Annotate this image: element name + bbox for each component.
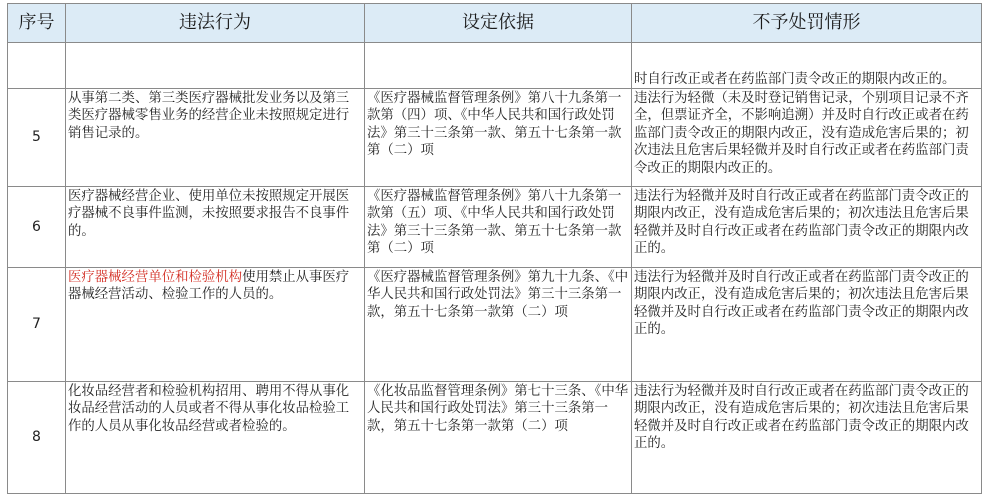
header-row	[8, 4, 982, 43]
cell-act	[66, 268, 365, 382]
header-act: 违法行为	[66, 4, 365, 43]
table-row	[8, 89, 982, 187]
cell-act: 医疗器械经营企业、使用单位未按照规定开展医疗器械不良事件监测，未按照要求报告不良事件的。	[66, 187, 365, 268]
cell-basis: 《化妆品监督管理条例》第七十三条、《中华人民共和国行政处罚法》第三十三条第一款，第五十七条第一款第（二）项	[365, 382, 632, 494]
table-row	[8, 268, 982, 382]
cell-no: 6	[8, 187, 66, 268]
table-row-continued	[8, 43, 982, 89]
cell-basis: 《医疗器械监督管理条例》第八十九条第一款第（四）项、《中华人民共和国行政处罚法》第三十三条第一款、第五十七条第一款第（二）项	[365, 89, 632, 187]
header-no: 序号	[8, 4, 66, 43]
cell-no: 5	[8, 89, 66, 187]
cell-exempt: 时自行改正或者在药监部门责令改正的期限内改正的。	[632, 43, 982, 89]
cell-no	[8, 43, 66, 89]
highlighted-subject: 医疗器械经营单位和检验机构	[68, 270, 243, 285]
header-exempt: 不予处罚情形	[632, 4, 982, 43]
cell-basis	[365, 43, 632, 89]
cell-act: 从事第二类、第三类医疗器械批发业务以及第三类医疗器械零售业务的经营企业未按照规定进行销售记录的。	[66, 89, 365, 187]
cell-act: 化妆品经营者和检验机构招用、聘用不得从事化妆品经营活动的人员或者不得从事化妆品检验工作的人员从事化妆品经营或者检验的。	[66, 382, 365, 494]
header-basis: 设定依据	[365, 4, 632, 43]
cell-basis: 《医疗器械监督管理条例》第八十九条第一款第（五）项、《中华人民共和国行政处罚法》第三十三条第一款、第五十七条第一款第（二）项	[365, 187, 632, 268]
table-row	[8, 187, 982, 268]
table-row	[8, 382, 982, 494]
cell-no: 7	[8, 268, 66, 382]
cell-no: 8	[8, 382, 66, 494]
penalty-exemption-table	[7, 3, 982, 494]
cell-exempt: 违法行为轻微并及时自行改正或者在药监部门责令改正的期限内改正，没有造成危害后果的；初次违法且危害后果轻微并及时自行改正或者在药监部门责令改正的期限内改正的。	[632, 187, 982, 268]
cell-basis: 《医疗器械监督管理条例》第九十九条、《中华人民共和国行政处罚法》第三十三条第一款，第五十七条第一款第（二）项	[365, 268, 632, 382]
cell-act	[66, 43, 365, 89]
cell-exempt: 违法行为轻微（未及时登记销售记录，个别项目记录不齐全，但票证齐全，不影响追溯）并及时自行改正或者在药监部门责令改正的期限内改正，没有造成危害后果的；初次违法且危害后果轻微并及时自行改正或者在药监部门责令改正的期限内改正的。	[632, 89, 982, 187]
cell-exempt: 违法行为轻微并及时自行改正或者在药监部门责令改正的期限内改正，没有造成危害后果的；初次违法且危害后果轻微并及时自行改正或者在药监部门责令改正的期限内改正的。	[632, 382, 982, 494]
act-text: 使用禁止从事医疗器械经营活动、检验工作的人员的。	[68, 270, 350, 303]
cell-exempt: 违法行为轻微并及时自行改正或者在药监部门责令改正的期限内改正，没有造成危害后果的；初次违法且危害后果轻微并及时自行改正或者在药监部门责令改正的期限内改正的。	[632, 268, 982, 382]
